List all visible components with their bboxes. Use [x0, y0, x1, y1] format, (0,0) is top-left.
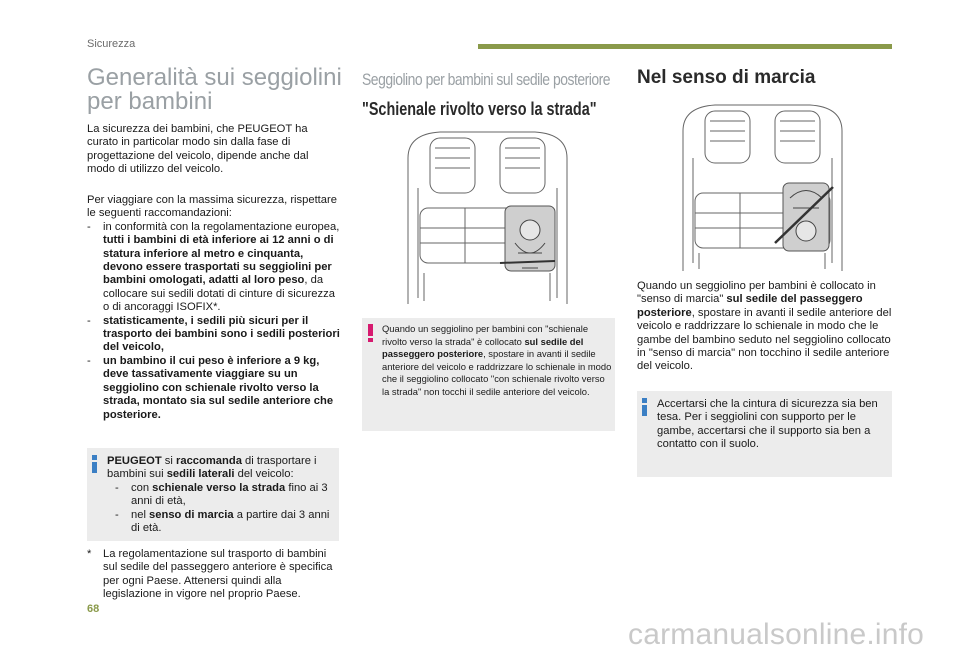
list-text: , da collocare sui sedili dotati di cinture di sicurezza o di ancoraggi ISOFIX*. — [103, 274, 335, 314]
list-dash: - — [87, 220, 91, 233]
info-bold: raccomanda — [176, 455, 242, 467]
section-label: Sicurezza — [87, 38, 136, 50]
forward-facing-seat-illustration — [675, 103, 850, 271]
paragraph-bold: sul sedile del passeggero posteriore — [637, 293, 863, 319]
info-text: di trasportare i bambini sui — [107, 455, 317, 481]
warning-box-rear-facing — [362, 318, 615, 431]
list-dash: - — [87, 354, 91, 367]
paragraph-text: Quando un seggiolino per bambini è collocato in "senso di marcia" — [637, 280, 876, 306]
rear-facing-seat-illustration — [400, 128, 575, 305]
paragraph-text: , spostare in avanti il sedile anteriore del veicolo e raddrizzare lo schienale in modo che le gambe del bambino seduto nel seggiolino collocato in "senso di marcia" non tocchino il sedile anteriore del veicolo. — [637, 306, 892, 373]
page-title-line1: Generalità sui seggiolini — [87, 64, 342, 91]
list-item — [87, 355, 343, 422]
header-accent-bar — [478, 44, 892, 49]
list-item — [87, 315, 343, 355]
info-icon — [92, 455, 97, 473]
info-text: si — [161, 455, 176, 467]
list-text: in conformità con la regolamentazione europea, — [103, 220, 340, 233]
forward-facing-paragraph — [637, 280, 892, 374]
info-icon — [642, 398, 647, 416]
info-list-item — [107, 509, 335, 536]
recommendations-intro: Per viaggiare con la massima sicurezza, rispettare le seguenti raccomandazioni: — [87, 194, 337, 220]
footnote — [87, 548, 342, 602]
warning-icon — [368, 324, 373, 342]
section-title-forward-facing: Nel senso di marcia — [637, 67, 816, 88]
section-title-rear-seat: Seggiolino per bambini sul sedile posteriore — [362, 70, 611, 89]
list-dash: - — [115, 481, 119, 494]
warning-text-part: , spostare in avanti il sedile anteriore del veicolo e raddrizzare lo schienale in modo che il seggiolino collocato "con schienale rivolto verso la strada" non tocchi il sedile anteriore del veicolo. — [382, 348, 612, 397]
warning-text-bold: sul sedile del passeggero posteriore — [382, 335, 584, 360]
info-bold: senso di marcia — [149, 508, 234, 521]
brand-name: PEUGEOT — [107, 455, 162, 467]
info-list-item — [107, 482, 335, 509]
info-box-seatbelt — [637, 391, 892, 477]
list-text-bold: statisticamente, i sedili più sicuri per il trasporto dei bambini sono i sedili posteriori del veicolo, — [103, 314, 340, 354]
intro-paragraph: La sicurezza dei bambini, che PEUGEOT ha curato in particolar modo sin dalla fase di progettazione del veicolo, dipende anche dal modo di utilizzo del veicolo. — [87, 123, 309, 176]
info-bold: schienale verso la strada — [152, 481, 286, 494]
recommendations-block — [87, 194, 343, 422]
footnote-text: La regolamentazione sul trasporto di bambini sul sedile del passeggero anteriore è specifica per ogni Paese. Attenersi quindi alla legislazione in vigore nel proprio Paese. — [103, 548, 333, 601]
footnote-marker: * — [87, 548, 92, 560]
page-title-line2: per bambini — [87, 88, 213, 115]
info-text: del veicolo: — [234, 468, 294, 481]
info-text: fino ai 3 anni di età, — [131, 481, 328, 508]
warning-text — [382, 323, 612, 399]
info-text: con — [131, 481, 153, 494]
info-text: Accertarsi che la cintura di sicurezza sia ben tesa. Per i seggiolini con supporto per le gambe, accertarsi che il supporto sia ben a contatto con il suolo. — [657, 398, 878, 451]
list-text-bold: tutti i bambini di età inferiore ai 12 anni o di statura inferiore al metro e cinquanta, devono essere trasportati su seggiolini per bambini omologati, adatti al loro peso — [103, 234, 334, 287]
list-text-bold: un bambino il cui peso è inferiore a 9 kg, deve tassativamente viaggiare su un seggiolino con schienale rivolto verso la strada, montato sia sul sedile anteriore che posteriore. — [103, 354, 334, 421]
list-dash: - — [115, 508, 119, 521]
page-number: 68 — [87, 603, 100, 615]
list-dash: - — [87, 314, 91, 327]
list-item — [87, 221, 343, 315]
page-title — [87, 66, 347, 114]
info-bold: sedili laterali — [166, 468, 235, 481]
subtitle-rear-facing: "Schienale rivolto verso la strada" — [362, 99, 597, 119]
info-text: nel — [131, 508, 150, 521]
info-text: a partire dai 3 anni di età. — [131, 508, 330, 535]
info-box-recommendation — [87, 448, 339, 541]
warning-text-part: Quando un seggiolino per bambini con "schienale rivolto verso la strada" è collocato — [382, 323, 589, 347]
watermark: carmanualsonline.info — [628, 618, 925, 651]
